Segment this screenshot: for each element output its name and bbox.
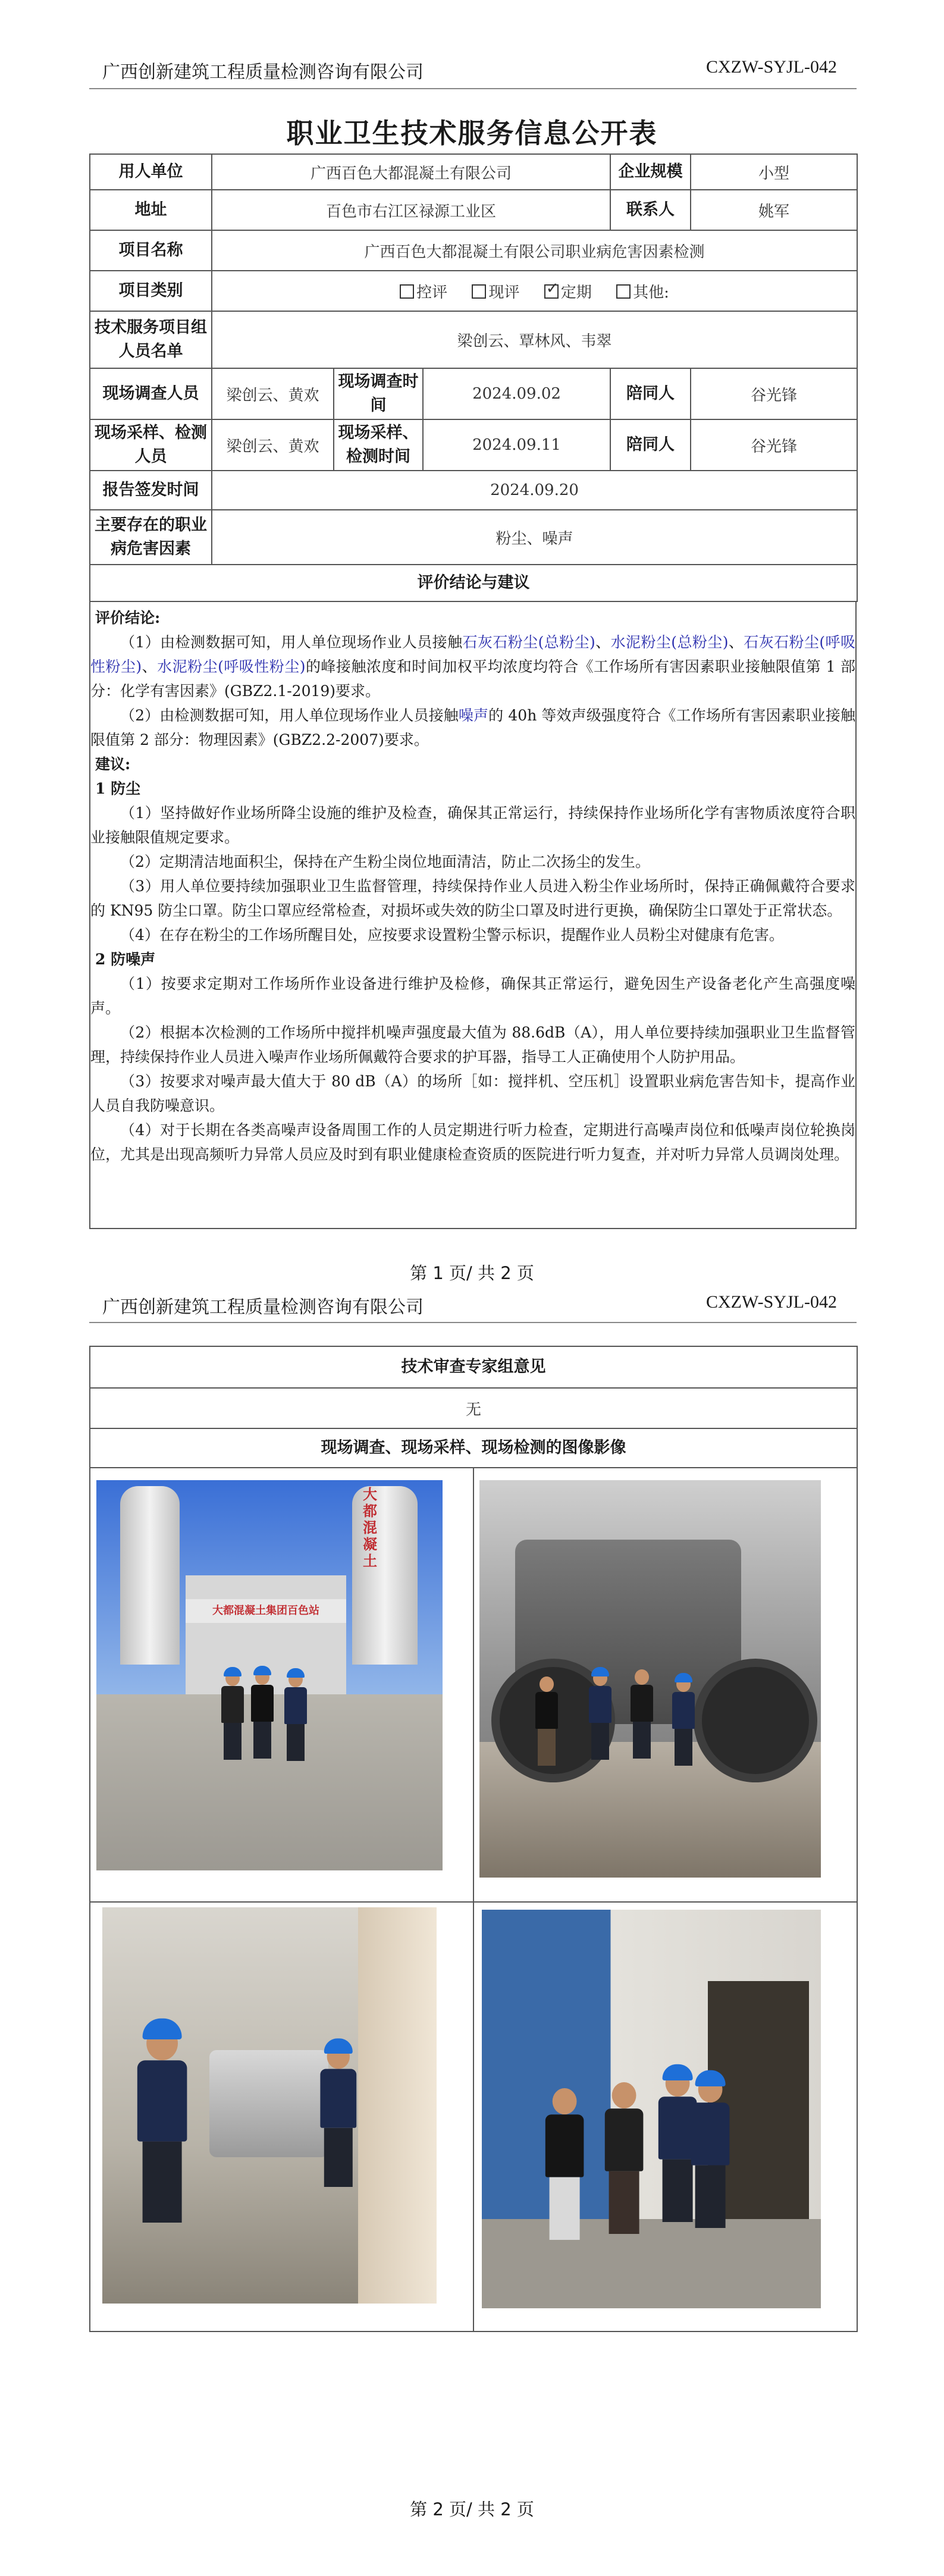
suggestion-dust-3: （3）用人单位要持续加强职业卫生监督管理，持续保持作业人员进入粉尘作业场所时，保持正确佩戴符合要求的 KN95 防尘口罩。防尘口罩应经常检查，对损坏或失效的防尘口罩及时进行更换，确保防尘口罩处于正常状态。 [90,878,855,919]
suggestion-dust-title: 1 防尘 [95,780,141,797]
silo-sign: 大都混凝土 [363,1486,377,1569]
page-title: 职业卫生技术服务信息公开表 [286,117,658,149]
sampling-staff-value: 梁创云、黄欢 [212,419,334,471]
photo-indoor-sampling [102,1907,437,2304]
station-sign: 大都混凝土集团百色站 [186,1599,346,1623]
suggestion-noise-2: （2）根据本次检测的工作场所中搅拌机噪声强度最大值为 88.6dB（A），用人单位要持续加强职业卫生监督管理，持续保持作业人员进入噪声作业场所佩戴符合要求的护耳器，指导工人正确使用个人防护用品。 [90,1024,855,1066]
project-value: 广西百色大都混凝土有限公司职业病危害因素检测 [212,230,857,271]
row-team [90,311,857,368]
survey-time-label: 现场调查时间 [334,368,423,419]
checkbox-unchecked-icon [472,284,486,299]
evaluation-text [90,606,855,1167]
companion-value-2: 谷光锋 [691,419,857,471]
row-hazards [90,510,857,565]
header-code: CXZW-SYJL-042 [706,57,837,77]
scale-label: 企业规模 [610,154,691,190]
contact-value: 姚军 [691,190,857,230]
person [219,1671,246,1760]
evaluation-para-1: （1）由检测数据可知，用人单位现场作业人员接触石灰石粉尘(总粉尘)、水泥粉尘(总粉尘)、石灰石粉尘(呼吸性粉尘)、水泥粉尘(呼吸性粉尘)的峰接触浓度和时间加权平均浓度均符合《工作场所有害因素职业接触限值第 1 部分：化学有害因素》(GBZ2.1-2019)要求。 [90,634,855,700]
page-1-footer: 第 1 页/ 共 2 页 [410,1263,534,1283]
address-value: 百色市右江区禄源工业区 [212,190,610,230]
sampling-time-label: 现场采样、检测时间 [334,419,423,471]
silo-left [120,1486,180,1665]
report-date-label: 报告签发时间 [90,471,212,510]
person [132,2026,192,2223]
suggestion-noise-title: 2 防噪声 [95,951,156,968]
header-company: 广西创新建筑工程质量检测咨询有限公司 [102,62,424,83]
team-value: 梁创云、覃林风、韦翠 [212,311,857,368]
person [670,1676,697,1766]
employer-label: 用人单位 [90,154,212,190]
floor [482,2219,821,2308]
sampling-time-value: 2024.09.11 [423,419,610,471]
checkbox-periodic: ✓ 定期 [544,284,592,302]
survey-time-value: 2024.09.02 [423,368,610,419]
expert-opinion: 无 [90,1388,857,1428]
row-address [90,190,857,230]
header-code-p2: CXZW-SYJL-042 [706,1292,837,1312]
suggestion-noise-3: （3）按要求对噪声最大值大于 80 dB（A）的场所［如：搅拌机、空压机］设置职业病危害告知卡，提高作业人员自我防噪意识。 [90,1073,855,1114]
companion-label-1: 陪同人 [610,368,691,419]
silo-right [352,1486,418,1665]
loader-wheel-right [694,1659,817,1782]
header-company-p2: 广西创新建筑工程质量检测咨询有限公司 [102,1297,424,1318]
expert-header: 技术审查专家组意见 [90,1346,857,1388]
employer-value: 广西百色大都混凝土有限公司 [212,154,610,190]
survey-staff-label: 现场调查人员 [90,368,212,419]
row-employer [90,154,857,190]
contact-label: 联系人 [610,190,691,230]
person [533,1676,560,1766]
hazards-label: 主要存在的职业病危害因素 [90,510,212,565]
checkbox-current: 现评 [472,284,519,302]
address-label: 地址 [90,190,212,230]
person [541,2088,588,2240]
companion-label-2: 陪同人 [610,419,691,471]
door-frame [358,1907,437,2304]
evaluation-heading: 评价结论: [95,609,161,626]
person [316,2044,360,2187]
report-date-value: 2024.09.20 [212,471,857,510]
checkbox-control: 控评 [400,284,447,302]
person [687,2076,733,2228]
survey-staff-value: 梁创云、黄欢 [212,368,334,419]
person [249,1669,276,1759]
row-sampling [90,419,857,471]
category-options [212,271,857,311]
row-project [90,230,857,271]
checkbox-other: 其他: [616,284,669,302]
photo-plant-outdoor [96,1480,443,1870]
person [282,1672,309,1761]
row-survey [90,368,857,419]
row-report-date [90,471,857,510]
hazards-value: 粉尘、噪声 [212,510,857,565]
page-2-footer: 第 2 页/ 共 2 页 [410,2499,534,2519]
suggestion-dust-1: （1）坚持做好作业场所降尘设施的维护及检查，确保其正常运行，持续保持作业场所化学有害物质浓度符合职业接触限值规定要求。 [90,804,855,846]
person [601,2082,647,2234]
sampling-staff-label: 现场采样、检测人员 [90,419,212,471]
images-header: 现场调查、现场采样、现场检测的图像影像 [90,1428,857,1468]
machine [209,2050,328,2157]
info-table [89,153,858,602]
checkbox-unchecked-icon [400,284,414,299]
companion-value-1: 谷光锋 [691,368,857,419]
checkbox-unchecked-icon [616,284,631,299]
row-conclusion-header [90,565,857,601]
header-rule-p2 [89,1322,857,1323]
suggestion-noise-1: （1）按要求定期对工作场所作业设备进行维护及检修，确保其正常运行，避免因生产设备老化产生高强度噪声。 [90,975,855,1017]
person [628,1669,656,1759]
row-category [90,271,857,311]
scale-value: 小型 [691,154,857,190]
category-label: 项目类别 [90,271,212,311]
photo-loader [479,1480,821,1878]
team-label: 技术服务项目组人员名单 [90,311,212,368]
evaluation-para-2: （2）由检测数据可知，用人单位现场作业人员接触噪声的 40h 等效声级强度符合《工作场所有害因素职业接触限值第 2 部分：物理因素》(GBZ2.2-2007)要求。 [90,707,855,748]
checkbox-checked-icon [544,284,559,299]
conclusion-header: 评价结论与建议 [90,565,857,601]
suggestion-dust-4: （4）在存在粉尘的工作场所醒目处，应按要求设置粉尘警示标识，提醒作业人员粉尘对健康有危害。 [120,926,784,944]
project-label: 项目名称 [90,230,212,271]
photo-office [482,1910,821,2308]
suggestion-heading: 建议: [95,756,131,773]
header-rule [89,88,857,89]
person [587,1671,614,1760]
suggestion-noise-4: （4）对于长期在各类高噪声设备周围工作的人员定期进行听力检查，定期进行高噪声岗位和低噪声岗位轮换岗位，尤其是出现高频听力异常人员应及时到有职业健康检查资质的医院进行听力复查，并对听力异常人员调岗处理。 [90,1121,855,1163]
suggestion-dust-2: （2）定期清洁地面积尘，保持在产生粉尘岗位地面清洁，防止二次扬尘的发生。 [120,853,650,870]
